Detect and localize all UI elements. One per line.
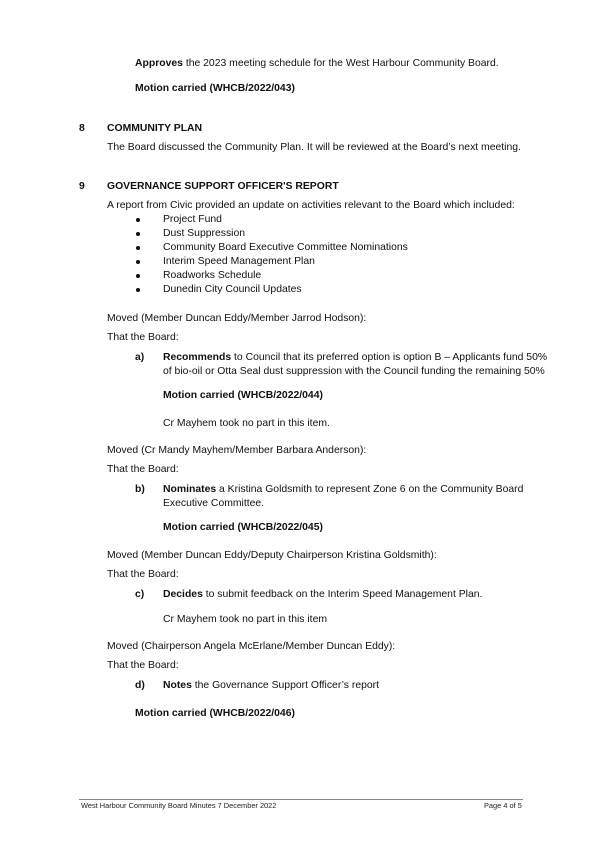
that-the-board-c: That the Board: [107, 569, 179, 580]
motion-carried-043: Motion carried (WHCB/2022/043) [135, 83, 295, 94]
bullet-text: Roadworks Schedule [163, 270, 262, 281]
bullet-text: Dunedin City Council Updates [163, 284, 302, 295]
resolution-letter-a: a) [135, 352, 145, 363]
approves-keyword: Approves [135, 58, 183, 69]
moved-by-a: Moved (Member Duncan Eddy/Member Jarrod Hodson): [107, 313, 367, 324]
bullet-text: Community Board Executive Committee Nominations [163, 242, 408, 253]
bullet-text: Interim Speed Management Plan [163, 256, 315, 267]
bullet-dot [136, 260, 140, 264]
resolution-letter-c: c) [135, 589, 145, 600]
resolution-a-line-2: of bio-oil or Otta Seal dust suppression with the Council funding the remaining 50% [163, 366, 545, 377]
section-8-number: 8 [79, 123, 85, 134]
resolution-b-text: a Kristina Goldsmith to represent Zone 6 on the Community Board [216, 484, 524, 495]
resolution-a-keyword: Recommends [163, 352, 232, 363]
that-the-board-a: That the Board: [107, 332, 179, 343]
resolution-c-line-1 [163, 588, 482, 602]
motion-carried-046: Motion carried (WHCB/2022/046) [135, 708, 295, 719]
resolution-b-paragraph [163, 483, 531, 497]
footer-title: West Harbour Community Board Minutes 7 December 2022 [81, 801, 277, 810]
bullet-dot [136, 288, 140, 292]
section-9-title: GOVERNANCE SUPPORT OFFICER'S REPORT [107, 181, 339, 192]
resolution-d-line-1 [163, 679, 379, 693]
resolution-c-keyword: Decides [163, 589, 203, 600]
resolution-letter-b: b) [135, 484, 145, 495]
resolution-b-keyword: Nominates [163, 484, 217, 495]
bullet-dot [136, 218, 140, 222]
note-c: Cr Mayhem took no part in this item [163, 614, 328, 625]
bullet-dot [136, 274, 140, 278]
bullet-text: Dust Suppression [163, 228, 246, 239]
bullet-text: Project Fund [163, 214, 222, 225]
bullet-dot [136, 246, 140, 250]
resolution-d-keyword: Notes [163, 680, 192, 691]
approves-text: the 2023 meeting schedule for the West Harbour Community Board. [182, 58, 499, 69]
section-8-title: COMMUNITY PLAN [107, 123, 203, 134]
section-9-intro: A report from Civic provided an update on activities relevant to the Board which included: [107, 200, 515, 211]
approves-resolution [135, 57, 499, 71]
section-9-number: 9 [79, 181, 85, 192]
resolution-c-text: to submit feedback on the Interim Speed Management Plan. [202, 589, 483, 600]
bullet-dot [136, 232, 140, 236]
resolution-letter-d: d) [135, 680, 145, 691]
footer-divider [79, 799, 523, 800]
resolution-a-text: to Council that its preferred option is option B – Applicants fund 50% [231, 352, 548, 363]
moved-by-c: Moved (Member Duncan Eddy/Deputy Chairperson Kristina Goldsmith): [107, 550, 437, 561]
moved-by-d: Moved (Chairperson Angela McErlane/Member Duncan Eddy): [107, 641, 396, 652]
motion-carried-045: Motion carried (WHCB/2022/045) [163, 522, 323, 533]
moved-by-b: Moved (Cr Mandy Mayhem/Member Barbara Anderson): [107, 445, 367, 456]
resolution-b-line-2: Executive Committee. [163, 498, 265, 509]
page-number: Page 4 of 5 [484, 801, 522, 810]
section-8-body: The Board discussed the Community Plan. It will be reviewed at the Board’s next meeting. [107, 142, 521, 153]
note-a: Cr Mayhem took no part in this item. [163, 418, 330, 429]
resolution-d-text: the Governance Support Officer’s report [191, 680, 380, 691]
resolution-a-line-1 [163, 351, 547, 365]
motion-carried-044: Motion carried (WHCB/2022/044) [163, 390, 323, 401]
that-the-board-b: That the Board: [107, 464, 179, 475]
that-the-board-d: That the Board: [107, 660, 179, 671]
